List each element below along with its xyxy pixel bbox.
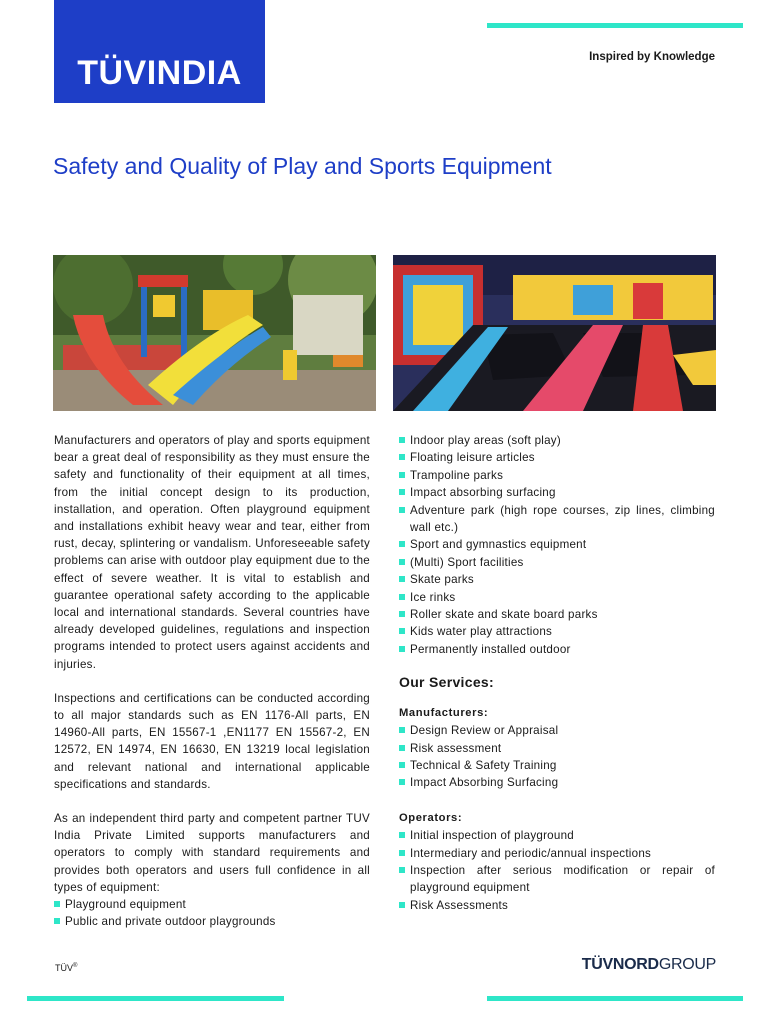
list-item: Technical & Safety Training: [399, 757, 715, 774]
top-accent-bar: [487, 23, 743, 28]
list-item: Kids water play attractions: [399, 623, 715, 640]
tuv-nord-group-logo: TÜVNORDGROUP: [581, 956, 716, 973]
operators-list: [399, 827, 715, 914]
list-item: Roller skate and skate board parks: [399, 606, 715, 623]
list-item: Ice rinks: [399, 589, 715, 606]
manufacturers-list: [399, 722, 715, 792]
intro-paragraph: Manufacturers and operators of play and sports equipment bear a great deal of responsibility as they must ensure the safety and functionality of their equipment at all times, from the initial concept design to its production, installation, and operation. Often playground equipment and installations exhibit heavy wear and tear, either from rust, decay, splintering or vandalism. Unforeseeable safety problems can arise with outdoor play equipment due to the effect of severe weather. It is vital to establish and guarantee operational safety according to the applicable local and international standards. Several countries have already developed guidelines, regulations and inspection programs intended to protect users against accidents and injuries.: [54, 434, 370, 671]
list-item: Floating leisure articles: [399, 449, 715, 466]
tuv-india-logo: [54, 0, 265, 103]
left-column: [54, 432, 370, 930]
logo-text: TÜVINDIA: [77, 54, 242, 92]
list-item: Permanently installed outdoor: [399, 641, 715, 658]
tagline: Inspired by Knowledge: [589, 51, 715, 63]
right-column: [399, 432, 715, 914]
list-item: Risk Assessments: [399, 897, 715, 914]
list-item: Public and private outdoor playgrounds: [54, 913, 370, 930]
manufacturers-heading: Manufacturers:: [399, 706, 489, 719]
trampoline-park-photo: [393, 255, 716, 411]
list-item: Sport and gymnastics equipment: [399, 536, 715, 553]
list-item: Indoor play areas (soft play): [399, 432, 715, 449]
operators-heading: Operators:: [399, 811, 463, 824]
list-item: Initial inspection of playground: [399, 827, 715, 844]
playground-photo: [53, 255, 376, 411]
services-heading: Our Services:: [399, 674, 494, 691]
partner-paragraph: As an independent third party and competent partner TUV India Private Limited supports manufacturers and operators to comply with standard requirements and provides both operators and users full confidence in all types of equipment:: [54, 812, 370, 894]
list-item: Impact Absorbing Surfacing: [399, 774, 715, 791]
bottom-right-accent-bar: [487, 996, 743, 1001]
list-item: Adventure park (high rope courses, zip lines, climbing wall etc.): [399, 502, 715, 537]
list-item: Trampoline parks: [399, 467, 715, 484]
equipment-list: [54, 896, 370, 930]
page-title: Safety and Quality of Play and Sports Equipment: [53, 153, 552, 179]
list-item: Impact absorbing surfacing: [399, 484, 715, 501]
facilities-list: [399, 432, 715, 658]
tuv-trademark: TÜV®: [55, 963, 78, 973]
bottom-left-accent-bar: [27, 996, 284, 1001]
list-item: (Multi) Sport facilities: [399, 554, 715, 571]
list-item: Playground equipment: [54, 896, 370, 913]
list-item: Design Review or Appraisal: [399, 722, 715, 739]
list-item: Risk assessment: [399, 740, 715, 757]
list-item: Intermediary and periodic/annual inspections: [399, 845, 715, 862]
list-item: Inspection after serious modification or repair of playground equipment: [399, 862, 715, 897]
list-item: Skate parks: [399, 571, 715, 588]
standards-paragraph: Inspections and certifications can be conducted according to all major standards such as EN 1176-All parts, EN 14960-All parts, EN 15567-1 ,EN1177 EN 15567-2, EN 12572, EN 14974, EN 16630, EN 13219 local legislation and relevant national and international applicable specifications and standards.: [54, 691, 370, 791]
